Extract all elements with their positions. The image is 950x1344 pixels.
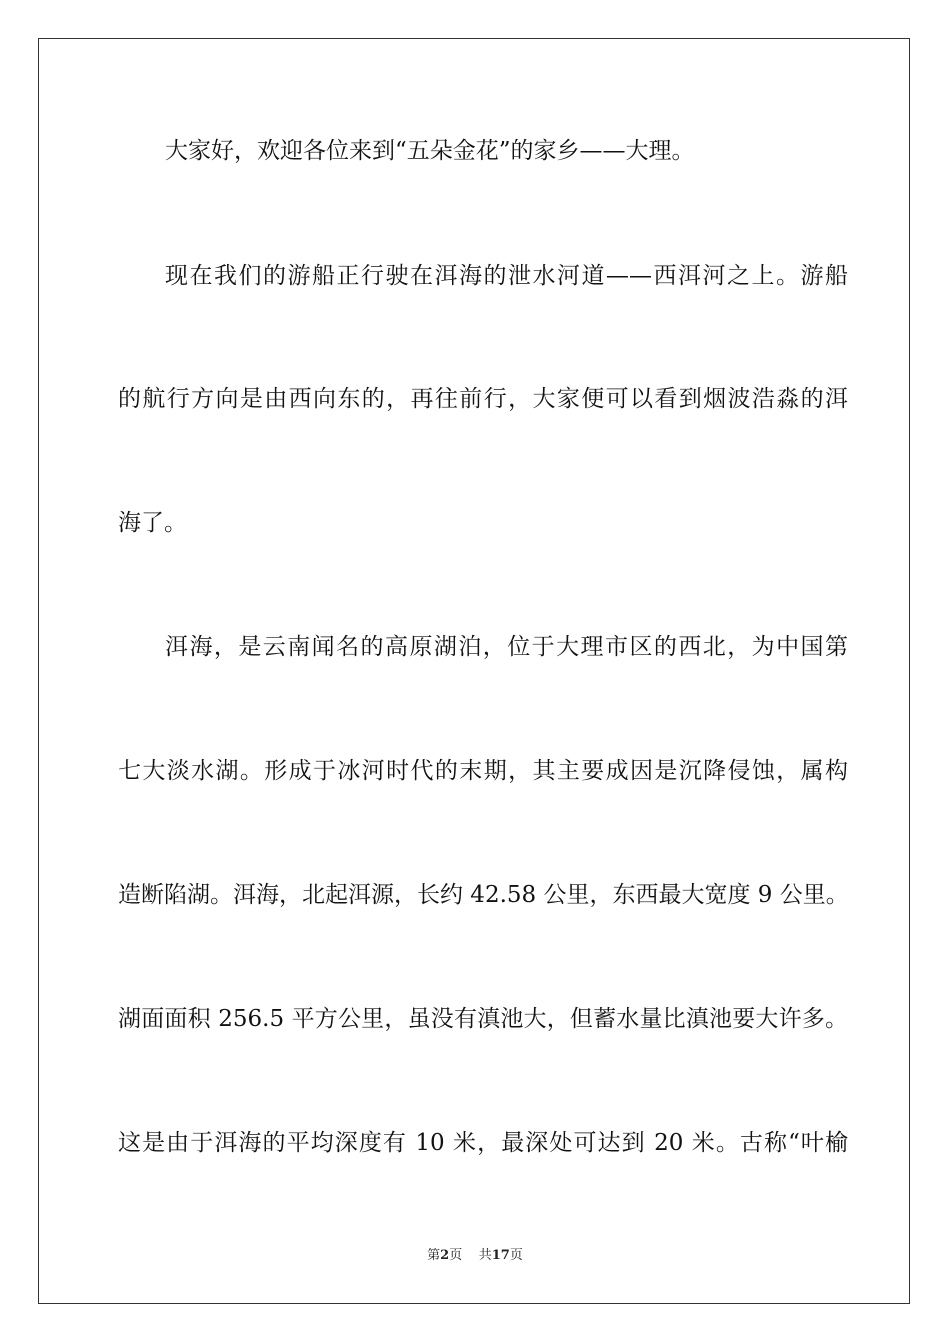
page-total-suffix: 页 <box>509 1248 523 1263</box>
paragraph-line: 造断陷湖。洱海，北起洱源，长约 42.58 公里，东西最大宽度 9 公里。 <box>118 882 849 908</box>
paragraph-line: 七大淡水湖。形成于冰河时代的末期，其主要成因是沉降侵蚀，属构 <box>118 758 848 784</box>
page-number-suffix: 页 <box>449 1248 463 1263</box>
page-border <box>38 38 910 1304</box>
paragraph-line: 洱海，是云南闻名的高原湖泊，位于大理市区的西北，为中国第 <box>165 634 848 660</box>
page-number-current: 2 <box>440 1248 450 1263</box>
page-total-prefix: 共 <box>478 1248 492 1263</box>
paragraph-line: 这是由于洱海的平均深度有 10 米，最深处可达到 20 米。古称“叶榆 <box>118 1130 848 1156</box>
page-number-prefix: 第 <box>427 1248 441 1263</box>
paragraph-line: 湖面面积 256.5 平方公里，虽没有滇池大，但蓄水量比滇池要大许多。 <box>118 1006 848 1032</box>
page-total: 17 <box>491 1248 510 1263</box>
paragraph-line: 的航行方向是由西向东的，再往前行，大家便可以看到烟波浩淼的洱 <box>118 386 848 412</box>
paragraph-line: 海了。 <box>118 510 187 536</box>
paragraph-line: 现在我们的游船正行驶在洱海的泄水河道——西洱河之上。游船 <box>165 263 848 289</box>
paragraph-line: 大家好，欢迎各位来到“五朵金花”的家乡——大理。 <box>165 138 695 164</box>
page-footer <box>0 1247 950 1265</box>
